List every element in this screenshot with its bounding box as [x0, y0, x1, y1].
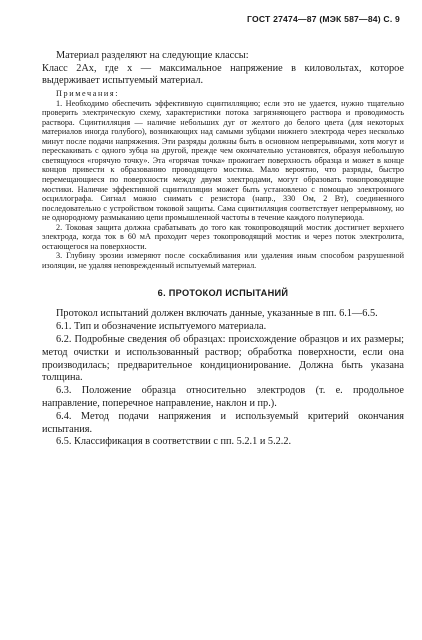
protocol-item: 6.1. Тип и обозначение испытуемого материала.	[56, 321, 267, 333]
note-item: 1. Необходимо обеспечить эффективную сцинтилляцию; если это не удается, нужно тщательно проверить электрическую схему, характеристики потока загрязняющего раствора и проводимость раствора. Сцинтилляция — наличие небольших дуг от желтого до белого цвета (для некоторых материалов иногда голубого), возникающих над самыми зубцами нижнего электрода через несколько минут после подачи напряжения. Эти разряды должны быть в основном непрерывными, хотя могут и перескакивать с одного зубца на другой, прежде чем окончательно установятся, образуя небольшую светящуюся «горячую точку». Эта «горячая точка» прожигает поверхность образца и может в конце концов привести к образованию проводящего мостика. Мало вероятно, что разряды, быстро перемещающиеся по поверхности между двумя электродами, могут образовать токопроводящие мостики. Наличие эффективной сцинтилляции может быть установлено с помощью электронного осциллографа. Сигнал можно снимать с резистора (напр., 330 Ом, 2 Вт), соединенного последовательно с устройством токовой защиты. Сама сцинтилляция соответствует непрерывному, но не однородному размыканию цепи промышленной частоты в течение каждого полупериода.	[42, 98, 404, 223]
intro-paragraph: Материал разделяют на следующие классы:	[56, 50, 249, 61]
section-heading: 6. ПРОТОКОЛ ИСПЫТАНИЙ	[157, 288, 289, 299]
protocol-item: 6.2. Подробные сведения об образцах: происхождение образцов и их размеры; метод очистки и использованный раствор; обработка поверхности, если она производилась; предварительное кондиционирование. Должна быть указана толщина.	[42, 334, 404, 384]
notes-heading: Примечания:	[56, 88, 120, 98]
note-item: 2. Токовая защита должна срабатывать до того как токопроводящий мостик достигнет верхнего электрода, когда ток в 60 мА проходит через токопроводящий мостик и через поток электролита, остающегося на поверхности.	[42, 222, 404, 251]
note-item: 3. Глубину эрозии измеряют после соскабливания или удаления иным способом разрушенной изоляции, не удаляя неповрежденный испытуемый материал.	[42, 251, 404, 270]
protocol-item: 6.5. Классификация в соответствии с пп. 5.2.1 и 5.2.2.	[56, 436, 292, 448]
page-header: ГОСТ 27474—87 (МЭК 587—84) С. 9	[247, 14, 400, 24]
page-content	[42, 50, 404, 449]
protocol-item: 6.3. Положение образца относительно электродов (т. е. продольное направление, поперечное направление, наклон и пр.).	[42, 385, 404, 409]
intro-paragraph: Класс 2Ах, где х — максимальное напряжение в киловольтах, которое выдерживает испытуемый материал.	[42, 62, 404, 87]
protocol-item: 6.4. Метод подачи напряжения и используемый критерий окончания испытания.	[42, 410, 404, 435]
protocol-paragraph: Протокол испытаний должен включать данные, указанные в пп. 6.1—6.5.	[56, 308, 378, 320]
